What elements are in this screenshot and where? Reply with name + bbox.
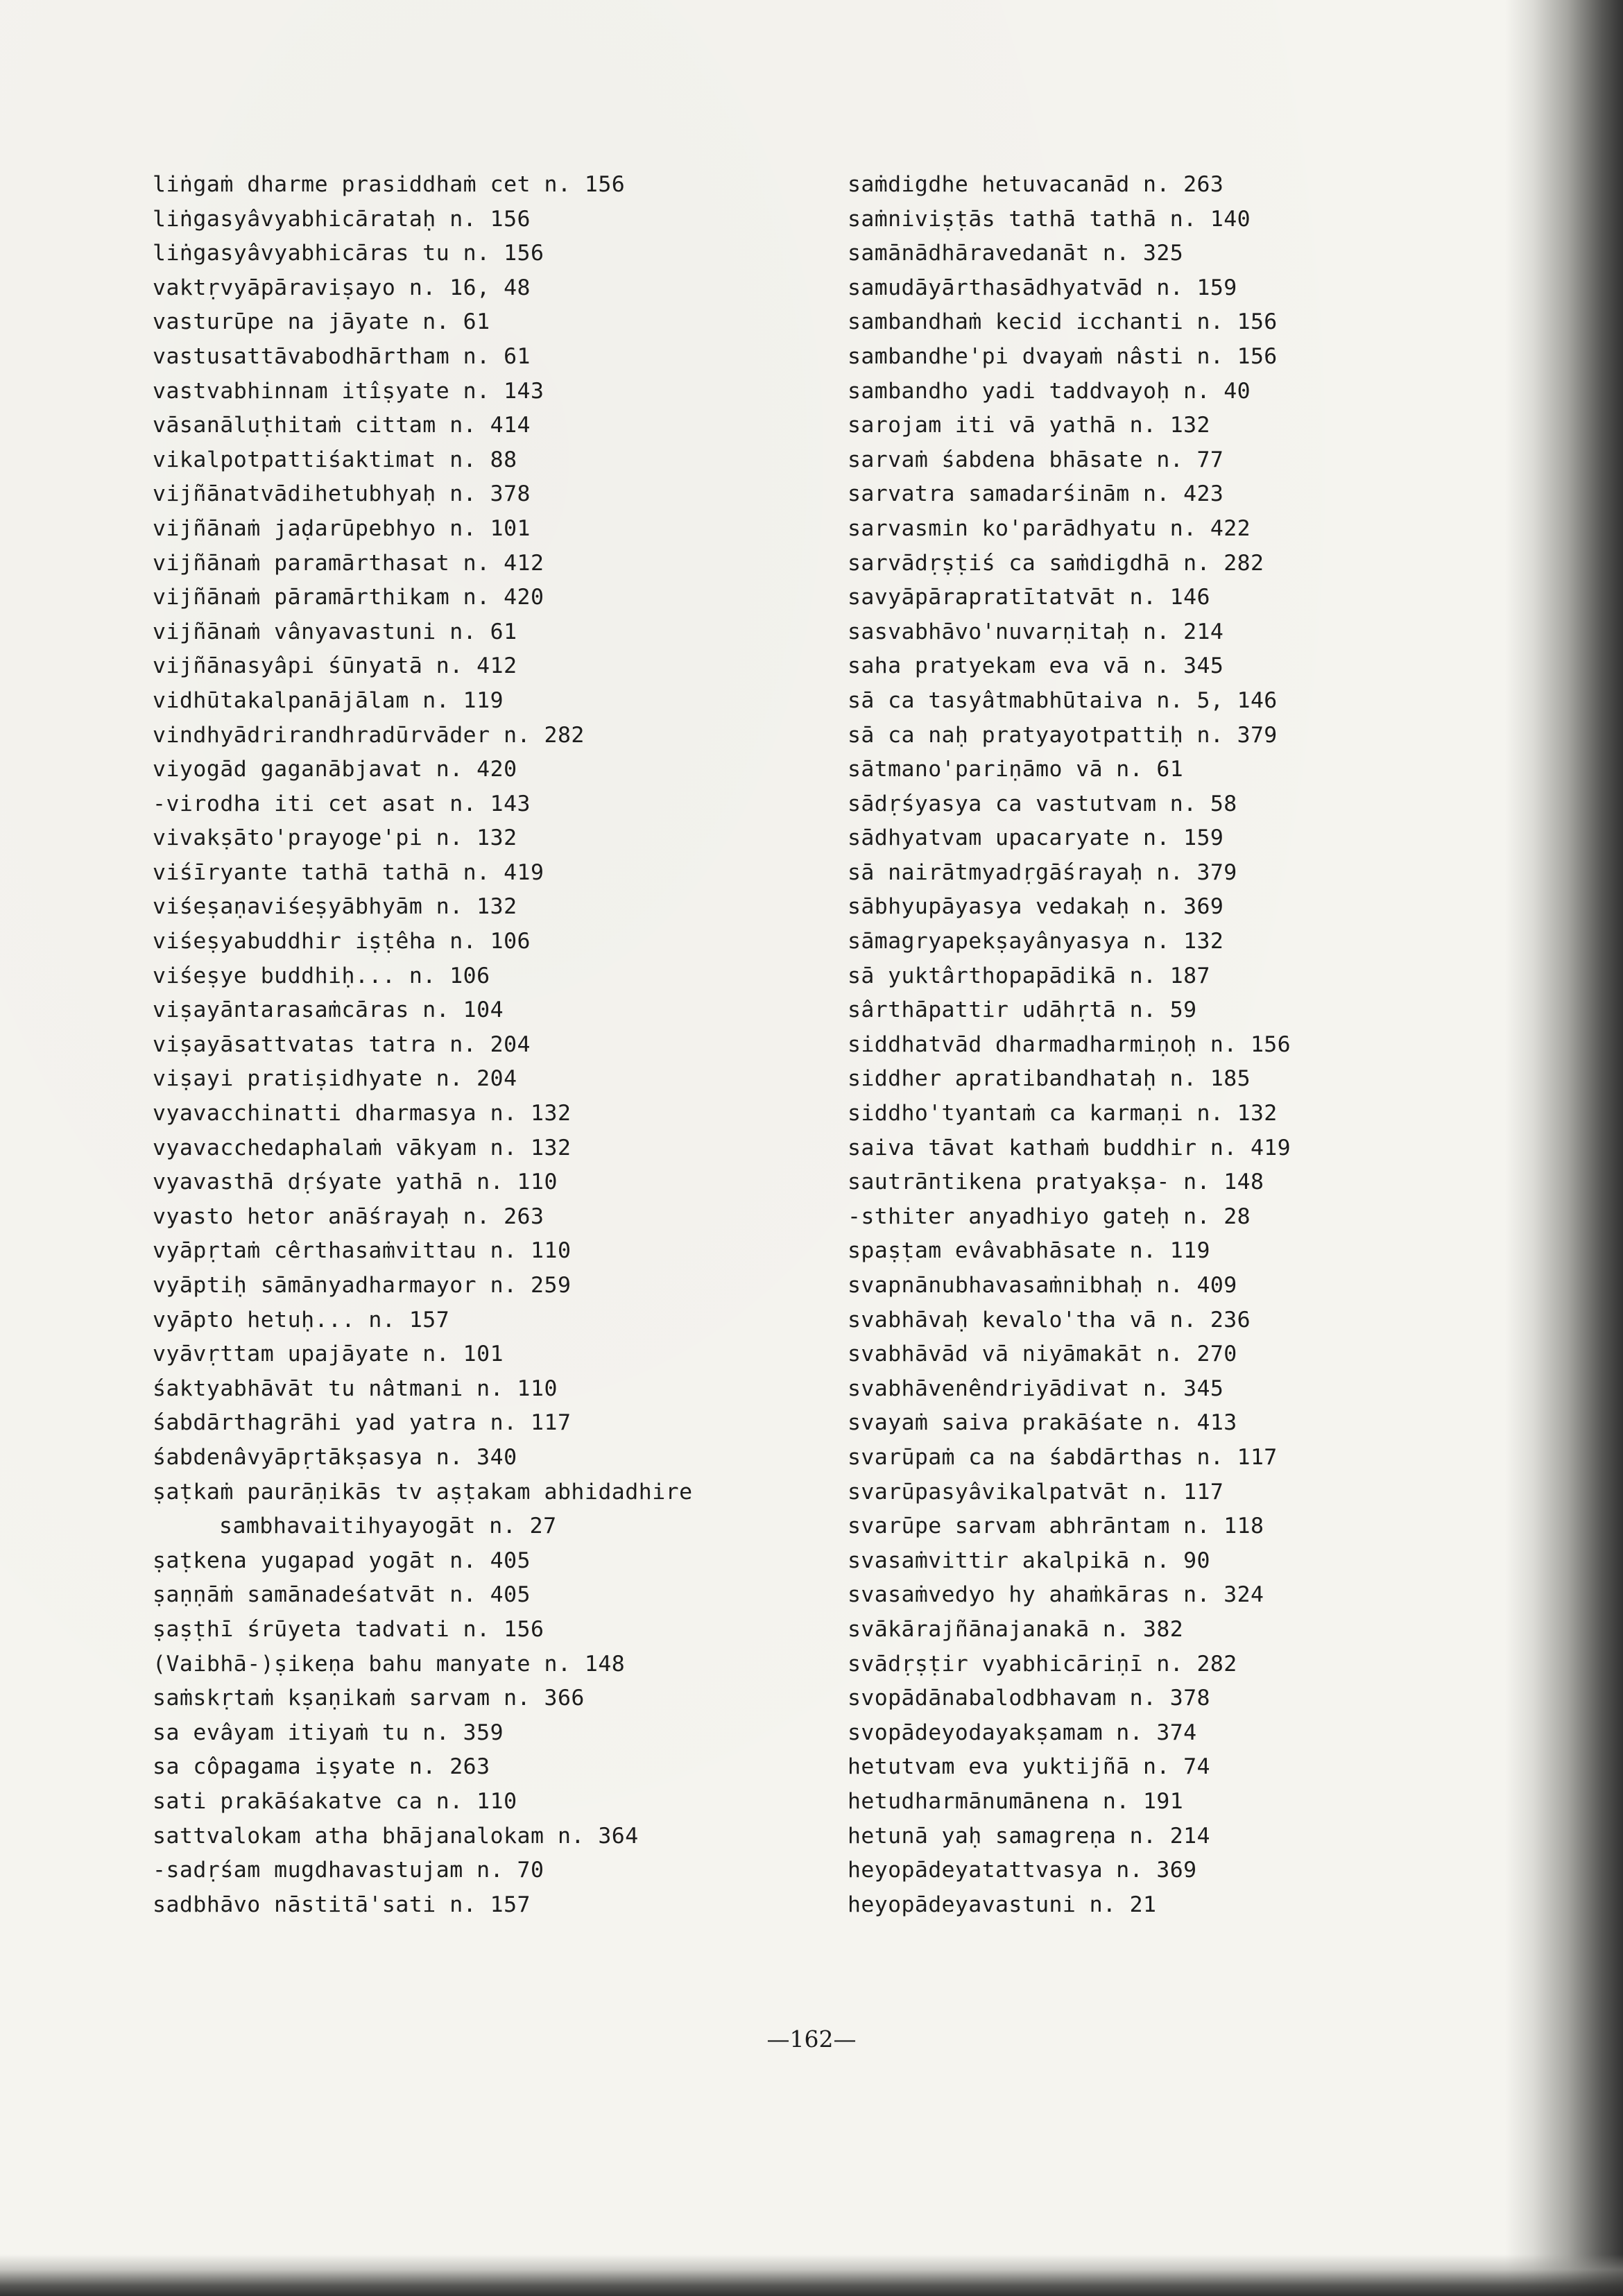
index-entry: sarvādṛṣṭiś ca saṁdigdhā n. 282	[848, 550, 1264, 576]
index-entry: hetudharmānumānena n. 191	[848, 1788, 1184, 1814]
index-entry: sābhyupāyasya vedakaḥ n. 369	[848, 894, 1224, 920]
index-entry: -virodha iti cet asat n. 143	[153, 791, 531, 816]
index-entry: liṅgasyâvyabhicārataḥ n. 156	[153, 206, 531, 232]
index-entry: sādṛśyasya ca vastutvam n. 58	[848, 791, 1237, 816]
index-entry: vyavacchinatti dharmasya n. 132	[153, 1101, 572, 1126]
index-entry: liṅgaṁ dharme prasiddhaṁ cet n. 156	[153, 172, 626, 197]
index-entry: savyāpārapratītatvāt n. 146	[848, 585, 1210, 610]
index-entry: svākārajñānajanakā n. 382	[848, 1616, 1184, 1642]
index-entry: vyavasthā dṛśyate yathā n. 110	[153, 1170, 558, 1195]
index-entry: sadbhāvo nāstitā'sati n. 157	[153, 1892, 531, 1917]
index-entry: sātmano'pariṇāmo vā n. 61	[848, 757, 1184, 782]
index-entry: vijñānasyâpi śūnyatā n. 412	[153, 653, 517, 679]
scan-shadow-right	[1505, 0, 1623, 2296]
index-entry: sambandhaṁ kecid icchanti n. 156	[848, 309, 1278, 335]
index-entry: vivakṣāto'prayoge'pi n. 132	[153, 825, 517, 851]
index-entry: vyāpto hetuḥ... n. 157	[153, 1307, 450, 1333]
index-entry: saṁskṛtaṁ kṣaṇikaṁ sarvam n. 366	[153, 1686, 585, 1711]
index-entry: sarojam iti vā yathā n. 132	[848, 413, 1210, 438]
index-entry: hetutvam eva yuktijñā n. 74	[848, 1754, 1210, 1780]
index-entry: siddho'tyantaṁ ca karmaṇi n. 132	[848, 1101, 1278, 1126]
index-entry: vidhūtakalpanājālam n. 119	[153, 687, 504, 713]
index-entry: vasturūpe na jāyate n. 61	[153, 309, 490, 335]
index-entry: vaktṛvyāpāraviṣayo n. 16, 48	[153, 275, 531, 300]
index-entry: ṣaṣṭhī śrūyeta tadvati n. 156	[153, 1616, 544, 1642]
index-entry: svopādānabalodbhavam n. 378	[848, 1686, 1210, 1711]
page-number: —162—	[766, 2025, 857, 2053]
index-entry: siddher apratibandhataḥ n. 185	[848, 1066, 1251, 1092]
index-entry: svabhāvenêndriyādivat n. 345	[848, 1376, 1224, 1401]
index-entry: svayaṁ saiva prakāśate n. 413	[848, 1410, 1237, 1436]
index-entry: svarūpe sarvam abhrāntam n. 118	[848, 1514, 1264, 1539]
index-entry: viśīryante tathā tathā n. 419	[153, 859, 544, 885]
index-entry: ṣaṭkaṁ paurāṇikās tv aṣṭakam abhidadhire	[153, 1479, 693, 1505]
index-entry: viṣayi pratiṣidhyate n. 204	[153, 1066, 517, 1092]
index-entry: śabdārthagrāhi yad yatra n. 117	[153, 1410, 572, 1436]
index-entry: heyopādeyatattvasya n. 369	[848, 1858, 1197, 1883]
index-entry: sarvatra samadarśinām n. 423	[848, 481, 1224, 507]
index-entry: siddhatvād dharmadharmiṇoḥ n. 156	[848, 1031, 1291, 1057]
index-entry: viṣayāsattvatas tatra n. 204	[153, 1031, 531, 1057]
index-entry: samānādhāravedanāt n. 325	[848, 241, 1184, 266]
index-column-left	[153, 168, 846, 1922]
index-entry: ṣaṭkena yugapad yogāt n. 405	[153, 1548, 531, 1573]
index-entry: vikalpotpattiśaktimat n. 88	[153, 447, 517, 472]
index-entry: sati prakāśakatve ca n. 110	[153, 1788, 517, 1814]
index-entry: saṁdigdhe hetuvacanād n. 263	[848, 172, 1224, 197]
index-entry: viṣayāntarasaṁcāras n. 104	[153, 997, 504, 1023]
index-entry: vijñānatvādihetubhyaḥ n. 378	[153, 481, 531, 507]
index-entry: svabhāvaḥ kevalo'tha vā n. 236	[848, 1307, 1251, 1333]
index-entry: liṅgasyâvyabhicāras tu n. 156	[153, 241, 544, 266]
index-entry: sāmagryapekṣayânyasya n. 132	[848, 929, 1224, 954]
index-entry: viśeṣaṇaviśeṣyābhyām n. 132	[153, 894, 517, 920]
index-entry: sādhyatvam upacaryate n. 159	[848, 825, 1224, 851]
index-entry: sautrāntikena pratyakṣa- n. 148	[848, 1170, 1264, 1195]
index-entry: spaṣṭam evâvabhāsate n. 119	[848, 1238, 1210, 1264]
index-entry: viśeṣyabuddhir iṣṭêha n. 106	[153, 929, 531, 954]
index-entry: vyāpṛtaṁ cêrthasaṁvittau n. 110	[153, 1238, 572, 1264]
index-entry: vyasto hetor anāśrayaḥ n. 263	[153, 1203, 544, 1229]
index-entry: sarvaṁ śabdena bhāsate n. 77	[848, 447, 1224, 472]
index-entry: vyāvṛttam upajāyate n. 101	[153, 1342, 504, 1367]
index-entry: śaktyabhāvāt tu nâtmani n. 110	[153, 1376, 558, 1401]
index-entry: svasaṁvittir akalpikā n. 90	[848, 1548, 1210, 1573]
index-entry: sā ca tasyâtmabhūtaiva n. 5, 146	[848, 687, 1278, 713]
index-entry: svarūpasyâvikalpatvāt n. 117	[848, 1479, 1224, 1505]
index-entry: sā nairātmyadṛgāśrayaḥ n. 379	[848, 859, 1237, 885]
index-entry: heyopādeyavastuni n. 21	[848, 1892, 1157, 1917]
index-entry: vijñānaṁ pāramārthikam n. 420	[153, 585, 544, 610]
index-entry: saha pratyekam eva vā n. 345	[848, 653, 1224, 679]
index-entry: svopādeyodayakṣamam n. 374	[848, 1720, 1197, 1745]
index-column-right	[848, 168, 1506, 1922]
index-entry: svapnānubhavasaṁnibhaḥ n. 409	[848, 1273, 1237, 1298]
index-entry: -sthiter anyadhiyo gateḥ n. 28	[848, 1203, 1251, 1229]
index-entry: sambandho yadi taddvayoḥ n. 40	[848, 378, 1251, 404]
index-entry: svādṛṣṭir vyabhicāriṇī n. 282	[848, 1651, 1237, 1677]
index-entry: sa côpagama iṣyate n. 263	[153, 1754, 490, 1780]
index-entry: vastvabhinnam itîṣyate n. 143	[153, 378, 544, 404]
index-entry: vastusattāvabodhārtham n. 61	[153, 343, 531, 369]
index-entry: vāsanāluṭhitaṁ cittam n. 414	[153, 413, 531, 438]
index-entry: vijñānaṁ paramārthasat n. 412	[153, 550, 544, 576]
index-entry: viyogād gaganābjavat n. 420	[153, 757, 517, 782]
index-entry: sattvalokam atha bhājanalokam n. 364	[153, 1823, 639, 1849]
index-entry: saṁniviṣṭās tathā tathā n. 140	[848, 206, 1251, 232]
scan-shadow-bottom	[0, 2254, 1623, 2296]
index-entry: śabdenâvyāpṛtākṣasya n. 340	[153, 1444, 517, 1470]
index-entry: hetunā yaḥ samagreṇa n. 214	[848, 1823, 1210, 1849]
index-entry: -sadṛśam mugdhavastujam n. 70	[153, 1858, 544, 1883]
index-entry: vyāptiḥ sāmānyadharmayor n. 259	[153, 1273, 572, 1298]
index-entry-continuation: sambhavaitihyayogāt n. 27	[219, 1514, 557, 1539]
index-entry: sarvasmin ko'parādhyatu n. 422	[848, 515, 1251, 541]
index-entry: vijñānaṁ vânyavastuni n. 61	[153, 619, 517, 644]
index-entry: viśeṣye buddhiḥ... n. 106	[153, 963, 490, 988]
index-entry: svarūpaṁ ca na śabdārthas n. 117	[848, 1444, 1278, 1470]
index-entry: vindhyādrirandhradūrvāder n. 282	[153, 722, 585, 748]
index-entry: svabhāvād vā niyāmakāt n. 270	[848, 1342, 1237, 1367]
index-entry: sasvabhāvo'nuvarṇitaḥ n. 214	[848, 619, 1224, 644]
index-entry: samudāyārthasādhyatvād n. 159	[848, 275, 1237, 300]
index-entry: sa evâyam itiyaṁ tu n. 359	[153, 1720, 504, 1745]
index-entry: (Vaibhā-)ṣikeṇa bahu manyate n. 148	[153, 1651, 626, 1677]
index-entry: vyavacchedaphalaṁ vākyam n. 132	[153, 1135, 572, 1160]
index-entry: ṣaṇṇāṁ samānadeśatvāt n. 405	[153, 1582, 531, 1608]
index-entry: sârthāpattir udāhṛtā n. 59	[848, 997, 1197, 1023]
index-entry: sambandhe'pi dvayaṁ nâsti n. 156	[848, 343, 1278, 369]
index-entry: svasaṁvedyo hy ahaṁkāras n. 324	[848, 1582, 1264, 1608]
index-entry: sā yuktârthopapādikā n. 187	[848, 963, 1210, 988]
index-entry: saiva tāvat kathaṁ buddhir n. 419	[848, 1135, 1291, 1160]
index-entry: sā ca naḥ pratyayotpattiḥ n. 379	[848, 722, 1278, 748]
index-entry: vijñānaṁ jaḍarūpebhyo n. 101	[153, 515, 531, 541]
